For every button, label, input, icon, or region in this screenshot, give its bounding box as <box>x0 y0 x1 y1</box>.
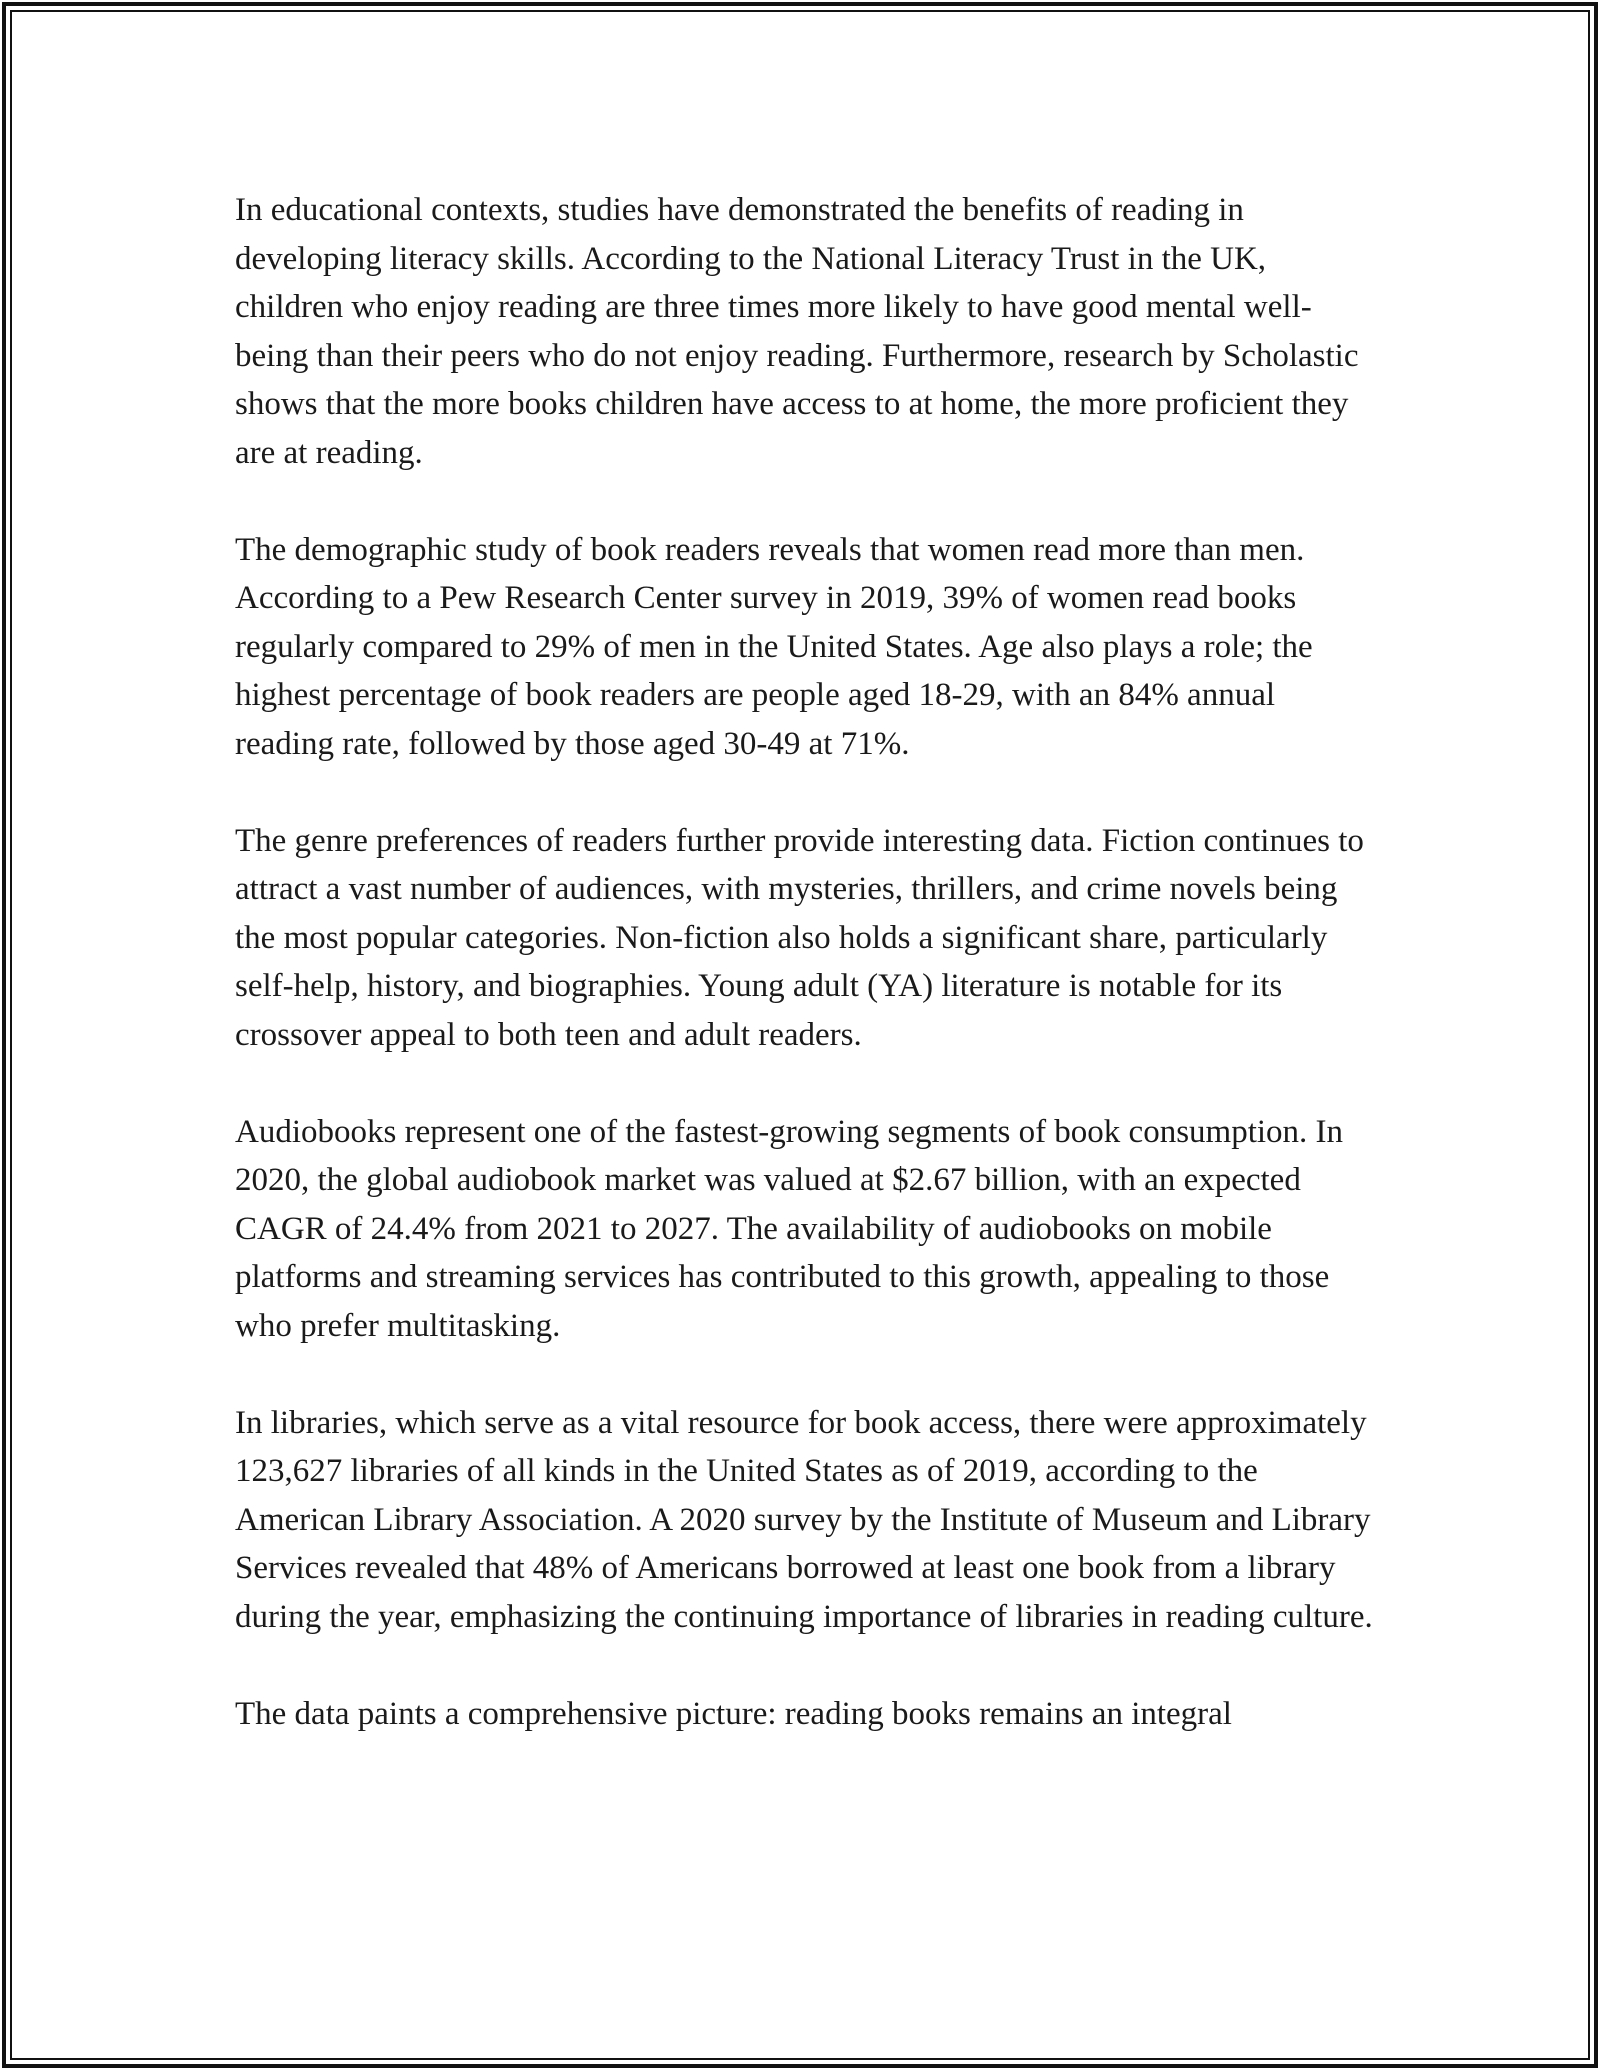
paragraph-audiobooks: Audiobooks represent one of the fastest-growing segments of book consumption. In 2020, the global audiobook market was valued at $2.67 billion, with an expected CAGR of 24.4% from 2021 to 2027. The availability of audiobooks on mobile platforms and streaming services has contributed to this growth, appealing to those who prefer multitasking. <box>235 1113 1344 1344</box>
paragraph-conclusion: The data paints a comprehensive picture: reading books remains an integral <box>235 1695 1232 1732</box>
paragraph-libraries: In libraries, which serve as a vital resource for book access, there were approximately 123,627 libraries of all kinds in the United States as of 2019, according to the American Library Association. A 2020 survey by the Institute of Museum and Library Services revealed that 48% of Americans borrowed at least one book from a library during the year, emphasizing the continuing importance of libraries in reading culture. <box>235 1404 1373 1635</box>
paragraph-genres: The genre preferences of readers further provide interesting data. Fiction continues to attract a vast number of audiences, with mysteries, thrillers, and crime novels being the most popular categories. Non-fiction also holds a significant share, particularly self-help, history, and biographies. Young adult (YA) literature is notable for its crossover appeal to both teen and adult readers. <box>235 822 1364 1053</box>
document-body <box>235 186 1375 1787</box>
paragraph-education: In educational contexts, studies have demonstrated the benefits of reading in developing literacy skills. According to the National Literacy Trust in the UK, children who enjoy reading are three times more likely to have good mental well-being than their peers who do not enjoy reading. Furthermore, research by Scholastic shows that the more books children have access to at home, the more proficient they are at reading. <box>235 192 1359 471</box>
paragraph-demographics: The demographic study of book readers reveals that women read more than men. According to a Pew Research Center survey in 2019, 39% of women read books regularly compared to 29% of men in the United States. Age also plays a role; the highest percentage of book readers are people aged 18-29, with an 84% annual reading rate, followed by those aged 30-49 at 71%. <box>235 531 1313 762</box>
